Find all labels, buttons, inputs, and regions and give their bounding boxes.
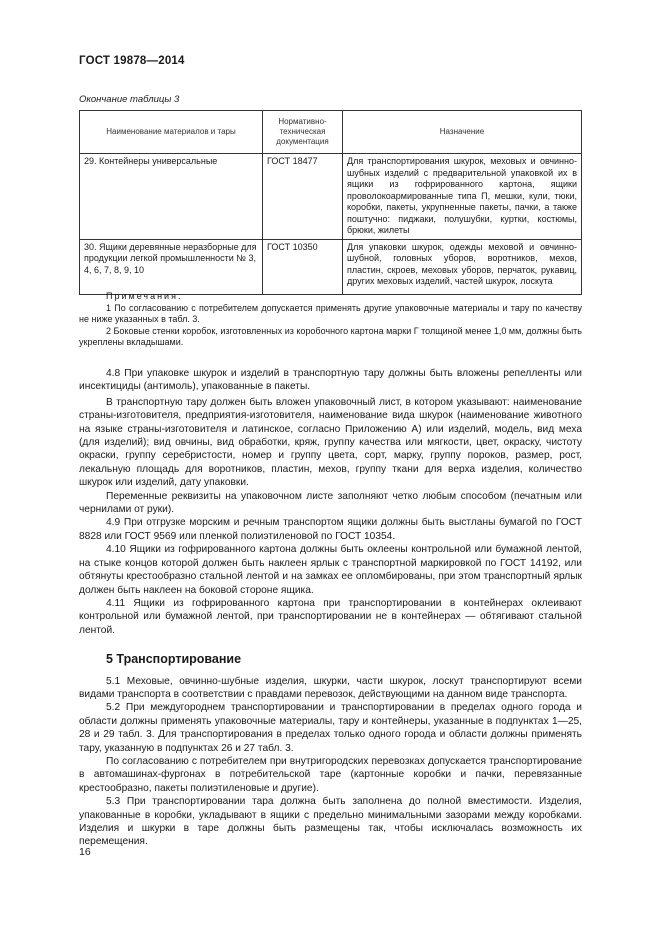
paragraph-5-2-agreement: По согласованию с потребителем при внутригородских перевозках допускается транспортирование в автомашинах-фургонах в потребительской таре (картонные коробки и пачки, перевязанные крестообразно, пакеты полиэтиленовые и другие).: [79, 755, 582, 794]
paragraph-4-8: 4.8 При упаковке шкурок и изделий в транспортную тару должны быть вложены репелленты или инсектициды (антимоль), упакованные в пакеты.: [79, 368, 582, 393]
table-row: [80, 154, 582, 240]
row-30-doc: ГОСТ 10350: [263, 239, 343, 294]
header-materials: Наименование материалов и тары: [80, 111, 263, 154]
row-29-name: 29. Контейнеры универсальные: [80, 154, 263, 240]
paragraph-5-1: 5.1 Меховые, овчинно-шубные изделия, шкурки, части шкурок, лоскут транспортируют всеми видами транспорта в соответствии с правдами перевозок, действующими на данном виде транспорта.: [79, 675, 582, 700]
paragraph-4-10: 4.10 Ящики из гофрированного картона должны быть оклеены контрольной или бумажной лентой, на стыке концов которой должен быть наклеен ярлык с транспортной маркировкой по ГОСТ 14192, или обтянуты крестообразно стальной лентой и на замках ее опломбированы, при этом транспортный ярлык должен быть наклеен на боковой стороне ящика.: [79, 544, 582, 596]
paragraph-4-9: 4.9 При отгрузке морским и речным транспортом ящики должны быть выстланы бумагой по ГОСТ 8828 или ГОСТ 9569 или пленкой полиэтиленовой по ГОСТ 10354.: [79, 517, 582, 542]
paragraph-packing-list: В транспортную тару должен быть вложен упаковочный лист, в котором указывают: наименование страны-изготовителя, предприятия-изготовителя, наименование вида шкурок (наименование животного на языке страны-изготовителя и латинское, согласно Приложению А) или изделий, модель, вид меха (для изделий); вид овчины, вид обработки, кряж, группу качества или мягкости, цвет, окраску, чистоту окраски, группу серебристости, номер и группу цвета, сорт, марку, группу пороков, размер, рост, лекальную площадь для воротников, пластин, мехов, группу ткани для верха изделия, количество шкурок или изделий, дату упаковки.: [79, 396, 582, 489]
row-30-name: 30. Ящики деревянные неразборные для продукции легкой промышленности № 3, 4, 6, 7, 8, 9, 10: [80, 239, 263, 294]
paragraph-5-2: 5.2 При междугороднем транспортировании и транспортировании в пределах одного города и области должны применять упаковочные материалы, тару и контейнеры, указанные в подпунктах 1—25, 28 и 29 табл. 3. Для транспортирования в пределах только одного города и области должны применять тару, указанную в подпунктах 26 и 27 табл. 3.: [79, 702, 582, 754]
note-1: 1 По согласованию с потребителем допускается применять другие упаковочные материалы и тару по качеству не ниже указанных в табл. 3.: [79, 302, 582, 324]
table-caption: Окончание таблицы 3: [79, 94, 180, 105]
header-purpose: Назначение: [343, 111, 582, 154]
table-row: [80, 239, 582, 294]
header-normative-docs: Нормативно-техническая документация: [263, 111, 343, 154]
section-5-title: 5 Транспортирование: [106, 652, 242, 667]
paragraph-5-3: 5.3 При транспортировании тара должна быть заполнена до полной вместимости. Изделия, упакованные в коробки, укладывают в ящики с предельно минимальными зазорами между коробками. Изделия и шкурки в таре должны быть размещены так, чтобы исключалась возможность их перемещения.: [79, 796, 582, 848]
page-number: 16: [79, 846, 91, 858]
notes-title: Примечания:: [106, 291, 183, 301]
row-29-purpose: Для транспортирования шкурок, меховых и овчинно-шубных изделий с предварительной упаковкой их в ящики из гофрированного картона, ящики проволокоармированные типа П, мешки, кули, тюки, коробки, пакеты, укрупненные пакеты, пачки, а также поштучно: пиджаки, полушубки, куртки, костюмы, брюки, жилеты: [343, 154, 582, 240]
document-body: [79, 367, 582, 849]
paragraph-4-11: 4.11 Ящики из гофрированного картона при транспортировании в контейнерах оклеивают контрольной или бумажной лентой, при транспортировании не в контейнерах — обтягивают стальной лентой.: [79, 597, 582, 636]
row-29-doc: ГОСТ 18477: [263, 154, 343, 240]
document-code: ГОСТ 19878—2014: [79, 55, 185, 67]
table-3: [79, 110, 582, 295]
table-header-row: [80, 111, 582, 154]
paragraph-variable-details: Переменные реквизиты на упаковочном листе заполняют четко любым способом (печатным или чернилами от руки).: [79, 490, 582, 516]
table-notes: [79, 291, 582, 349]
note-2: 2 Боковые стенки коробок, изготовленных из коробочного картона марки Г толщиной менее 1,0 мм, должны быть укреплены вкладышами.: [79, 325, 582, 347]
row-30-purpose: Для упаковки шкурок, одежды меховой и овчинно-шубной, головных уборов, воротников, мехов, пластин, скроев, меховых уборов, перчаток, рукавиц, других меховых изделий, частей шкурок, лоскута: [343, 239, 582, 294]
